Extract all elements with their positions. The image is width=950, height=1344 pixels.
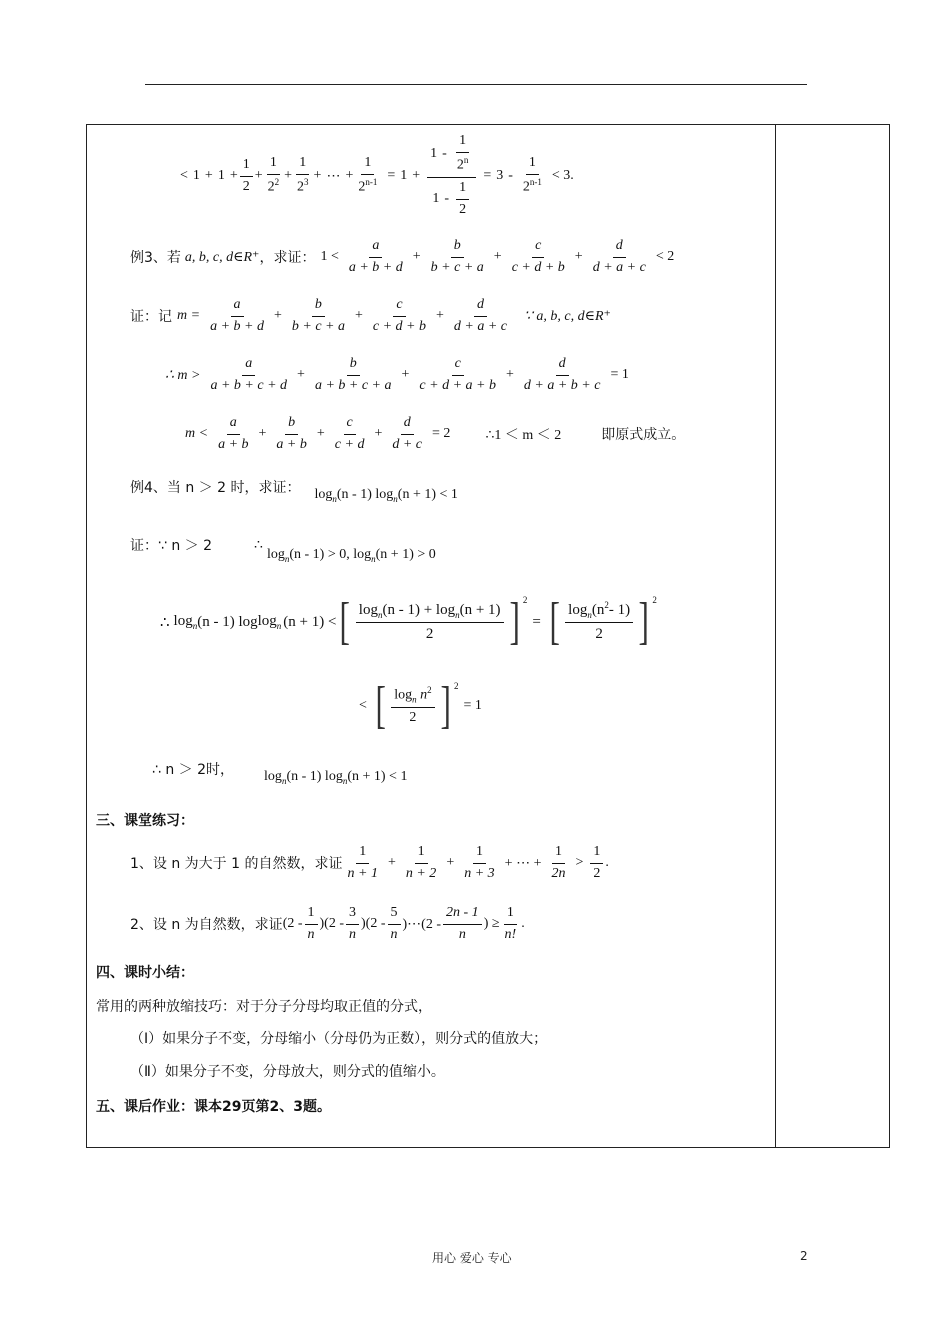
log-symbol: log bbox=[394, 687, 413, 703]
fraction-log-product bbox=[565, 599, 633, 644]
summary-line-3: （Ⅱ）如果分子不变，分母放大，则分式的值缩小。 bbox=[130, 1064, 445, 1080]
conclusion-text: 即原式成立。 bbox=[601, 427, 686, 443]
fraction-log-sum bbox=[356, 600, 504, 644]
denominator: a + b + c + a bbox=[314, 377, 392, 393]
numerator: $\log_n(n^2-$ 1) bbox=[565, 599, 633, 623]
condition-two: (n + 1) > 0 bbox=[375, 546, 436, 562]
left-bracket: [ bbox=[339, 593, 351, 650]
proof-4-conditions bbox=[130, 528, 436, 562]
denominator: a + b + d bbox=[348, 259, 403, 275]
therefore-symbol: ∴ bbox=[254, 537, 263, 553]
example-label: 例4、当 n ＞ 2 时，求证： bbox=[130, 480, 301, 496]
term-one: 1 bbox=[217, 168, 225, 183]
denominator: 2 bbox=[242, 178, 250, 194]
therefore-bounds: ∴1 ＜ m ＜ 2 bbox=[485, 428, 562, 443]
denominator: a + b bbox=[218, 436, 249, 452]
numerator: $\log_n(n - 1) + \log_n(n + 1)$ bbox=[356, 600, 504, 623]
fraction bbox=[389, 414, 425, 455]
denominator: 2 bbox=[409, 709, 417, 725]
practice-text: 1、设 n 为大于 1 的自然数，求证 bbox=[130, 856, 343, 872]
left-bracket: [ bbox=[375, 677, 386, 734]
equals-one: = 1 bbox=[463, 698, 482, 713]
plus: + bbox=[204, 168, 213, 183]
fraction bbox=[207, 296, 267, 337]
proof-4-am-gm: ∴ $\log_n$ (n - 1) log $\log_n$ (n + 1) < [ $\frac{\log_n(n - 1) + \log_n(n + 1)}{2}$ ] $^2$ = [ $\frac{\log_n(n^2- 1)}{2}$ ] $^2$ bbox=[160, 593, 657, 650]
denominator: 2 bbox=[459, 201, 467, 217]
denominator: n + 1 bbox=[347, 865, 378, 881]
numerator: 1 bbox=[504, 904, 517, 925]
exponent: n-1 bbox=[365, 177, 378, 188]
denominator: n + 3 bbox=[464, 865, 495, 881]
denominator: n! bbox=[504, 926, 517, 942]
minus: - bbox=[444, 190, 450, 206]
fraction bbox=[451, 296, 510, 337]
fraction-quarter bbox=[265, 154, 283, 197]
upper-bound: < 2 bbox=[655, 249, 675, 264]
section-5-title: 五、课后作业：课本29页第2、3题。 bbox=[96, 1099, 331, 1115]
numerator: 1 bbox=[415, 843, 428, 864]
proof-3-lower-bound: ∴ m > $\frac{a}{a + b + c + d}$ + $\frac{b}{a + b + c + a}$ + $\frac{c}{c + d + a + b}$ + $\frac{d}{d + a + b + c}$ = 1 bbox=[160, 354, 634, 396]
prove-label: ，求证： bbox=[259, 250, 316, 266]
plus: + bbox=[345, 168, 354, 183]
section-3-title: 三、课堂练习： bbox=[96, 813, 194, 829]
plus: + bbox=[284, 168, 293, 183]
numerator: a bbox=[242, 355, 255, 376]
numerator: 1 bbox=[473, 843, 486, 864]
base: 2 bbox=[358, 179, 366, 195]
conditions-formula: $\log_n(n - 1) > 0$, $\log_n(n + 1) > 0$ bbox=[266, 546, 436, 564]
numerator-part: (n - 1) + log bbox=[382, 601, 456, 618]
claim-part: (n + 1) < 1 bbox=[397, 486, 458, 502]
practice-1: 1、设 n 为大于 1 的自然数，求证 $\frac{1}{n + 1}$ + $\frac{1}{n + 2}$ + $\frac{1}{n + 3}$ + ⋯ + $\frac{1}{2n}$ > $\frac{1}{2}$ . bbox=[130, 842, 609, 884]
numerator: 5 bbox=[388, 904, 401, 925]
proof-4-conclusion bbox=[152, 752, 407, 786]
numerator bbox=[427, 132, 476, 177]
fraction bbox=[289, 296, 348, 337]
equals-two: = 2 bbox=[432, 426, 451, 441]
because-statement: ∵ a, b, c, d∈R⁺ bbox=[524, 308, 611, 324]
ellipsis: ⋯ bbox=[326, 168, 341, 184]
numerator: a bbox=[231, 296, 244, 317]
log-symbol: log bbox=[314, 486, 333, 502]
exponent: 3 bbox=[304, 177, 309, 188]
numerator: 1 bbox=[356, 843, 369, 864]
equals: = bbox=[532, 613, 541, 630]
fraction-eighth bbox=[294, 154, 312, 197]
fraction bbox=[416, 355, 499, 396]
claim-formula: $\log_n(n - 1) \log_n(n + 1) < 1$ bbox=[314, 486, 458, 504]
conclusion: < 3. bbox=[551, 168, 574, 183]
numerator: $\log_n n^2$ bbox=[391, 684, 434, 708]
exponent: 2 bbox=[274, 177, 280, 188]
numerator: 1 bbox=[456, 132, 469, 153]
plus: + bbox=[313, 168, 322, 183]
denominator: c + d bbox=[334, 436, 365, 452]
numerator: d bbox=[474, 296, 487, 317]
less-than: < bbox=[359, 698, 367, 713]
greater-than: > bbox=[575, 855, 584, 870]
example-4 bbox=[130, 470, 458, 504]
minus: - bbox=[442, 145, 447, 161]
numerator: 1 bbox=[552, 843, 565, 864]
numerator: 1 bbox=[361, 154, 374, 175]
fraction bbox=[207, 355, 290, 396]
denominator: a + b + c + d bbox=[210, 377, 288, 393]
denominator: c + d + b bbox=[511, 259, 565, 275]
section-4-title: 四、课时小结： bbox=[96, 965, 194, 981]
fraction bbox=[215, 414, 251, 455]
fraction bbox=[461, 843, 497, 884]
footer-text: 用心 爱心 专心 bbox=[432, 1251, 512, 1265]
fraction-factorial bbox=[502, 904, 520, 945]
plus: + bbox=[254, 168, 263, 183]
conclusion-part: (n - 1) log bbox=[286, 768, 343, 784]
claim-part: (n - 1) log bbox=[336, 486, 394, 502]
m-less: m < bbox=[185, 426, 209, 441]
right-bracket: ] bbox=[509, 593, 520, 650]
fraction bbox=[346, 904, 359, 945]
numerator: b bbox=[451, 237, 464, 258]
lhs-part: (n + 1) < bbox=[283, 613, 337, 630]
numerator: 1 bbox=[590, 843, 603, 864]
exponent: 2 bbox=[453, 681, 459, 691]
fraction bbox=[346, 237, 406, 278]
denominator: 2 bbox=[593, 865, 601, 881]
denominator: d + c bbox=[392, 436, 423, 452]
therefore-m-greater: ∴ m > bbox=[165, 367, 201, 383]
fraction-geometric-sum bbox=[427, 132, 476, 219]
example-variables: a, b, c, d∈R⁺ bbox=[184, 249, 260, 265]
numerator: b bbox=[347, 355, 360, 376]
numerator: 1 bbox=[456, 179, 469, 200]
proof-label: 证：∵ n ＞ 2 bbox=[130, 538, 213, 554]
fraction bbox=[428, 237, 487, 278]
fraction bbox=[509, 237, 568, 278]
numerator: 3 bbox=[346, 904, 359, 925]
denominator: n bbox=[458, 926, 466, 942]
therefore-symbol: ∴ bbox=[160, 614, 170, 631]
numerator: a bbox=[227, 414, 240, 435]
denominator: d + a + c bbox=[453, 318, 508, 334]
left-bracket: [ bbox=[549, 593, 560, 650]
summary-line-2: （Ⅰ）如果分子不变，分母缩小（分母仍为正数），则分式的值放大； bbox=[130, 1031, 548, 1047]
fraction bbox=[332, 414, 368, 455]
denominator bbox=[355, 175, 380, 198]
fraction-last-term bbox=[355, 154, 380, 197]
fraction bbox=[305, 904, 318, 945]
fraction bbox=[590, 237, 649, 278]
proof-3-upper-bound: m < $\frac{a}{a + b}$ + $\frac{b}{a + b}$ + $\frac{c}{c + d}$ + $\frac{d}{d + c}$ = 2 ∴1 ＜ m ＜ 2 即原式成立。 bbox=[180, 413, 685, 455]
fraction bbox=[521, 355, 604, 396]
equals-one: = 1 bbox=[610, 367, 629, 382]
denominator: n bbox=[390, 926, 398, 942]
example-label: 例3、若 bbox=[130, 250, 181, 266]
proof-label: 证：记 bbox=[130, 309, 172, 325]
fraction bbox=[548, 843, 568, 884]
table-column-divider bbox=[775, 124, 776, 1148]
denominator bbox=[454, 153, 472, 176]
equation-geometric-bound bbox=[180, 128, 579, 224]
fraction bbox=[345, 843, 381, 884]
denominator: c + d + a + b bbox=[419, 377, 496, 393]
fraction bbox=[370, 296, 429, 337]
equals: = bbox=[483, 168, 492, 183]
practice-text: 2、设 n 为自然数，求证 bbox=[130, 917, 283, 933]
plus: + bbox=[412, 168, 421, 183]
exponent: 2 bbox=[522, 595, 528, 605]
fraction bbox=[403, 843, 439, 884]
log-symbol: log bbox=[358, 601, 378, 618]
term-one: 1 bbox=[432, 190, 440, 206]
denominator: b + c + a bbox=[430, 259, 484, 275]
fraction bbox=[312, 355, 395, 396]
header-rule bbox=[145, 84, 807, 85]
fraction-inner bbox=[454, 132, 472, 175]
exponent: n bbox=[463, 155, 469, 166]
m-definition: m = bbox=[177, 308, 201, 323]
fraction bbox=[388, 904, 401, 945]
numerator: 1 bbox=[267, 154, 280, 175]
minus: - bbox=[508, 168, 513, 183]
denominator bbox=[520, 175, 545, 198]
term-three: 3 bbox=[496, 168, 504, 183]
fraction bbox=[273, 414, 309, 455]
term-one: 1 bbox=[192, 168, 200, 183]
term-one: 1 bbox=[430, 145, 438, 161]
denominator: d + a + b + c bbox=[523, 377, 601, 393]
numerator-part: - 1) bbox=[608, 602, 631, 619]
denominator: c + d + b bbox=[372, 318, 426, 334]
condition-one: (n - 1) > 0, log bbox=[289, 546, 372, 562]
exponent: n-1 bbox=[529, 177, 542, 188]
numerator: d bbox=[613, 237, 626, 258]
numerator: a bbox=[369, 237, 382, 258]
fraction bbox=[443, 904, 482, 945]
right-bracket: ] bbox=[638, 593, 649, 650]
denominator: n + 2 bbox=[405, 865, 437, 881]
denominator: d + a + c bbox=[592, 259, 646, 275]
denominator: n bbox=[307, 926, 315, 942]
numerator: c bbox=[393, 296, 405, 317]
denominator bbox=[429, 178, 474, 220]
numerator: d bbox=[401, 414, 414, 435]
denominator: n bbox=[349, 926, 357, 942]
fraction-inner bbox=[456, 179, 469, 220]
conclusion-part: (n + 1) < 1 bbox=[347, 768, 408, 784]
fraction-half bbox=[240, 156, 253, 197]
numerator: b bbox=[312, 296, 325, 317]
plus: + bbox=[229, 168, 238, 183]
numerator: c bbox=[344, 414, 356, 435]
denominator bbox=[294, 175, 312, 198]
summary-line-1: 常用的两种放缩技巧：对于分子分母均取正值的分式， bbox=[96, 999, 432, 1015]
fraction-log-n-squared bbox=[391, 684, 434, 727]
numerator: b bbox=[285, 414, 298, 435]
base: 2 bbox=[456, 157, 464, 173]
base: 2 bbox=[522, 179, 530, 195]
numerator-part: (n bbox=[591, 602, 605, 619]
conclusion-condition: ∴ n ＞ 2时， bbox=[152, 762, 235, 778]
page-number: 2 bbox=[800, 1249, 808, 1263]
right-bracket: ] bbox=[440, 677, 451, 734]
numerator: 1 bbox=[296, 154, 309, 175]
numerator: c bbox=[532, 237, 544, 258]
numerator: 1 bbox=[526, 154, 539, 175]
base: 2 bbox=[267, 179, 275, 195]
denominator: 2 bbox=[595, 626, 603, 643]
base: 2 bbox=[297, 179, 305, 195]
lower-bound: 1 < bbox=[320, 249, 339, 264]
proof-4-bound bbox=[354, 676, 487, 736]
lhs-part: (n - 1) log bbox=[197, 613, 258, 630]
numerator-part: (n + 1) bbox=[459, 601, 501, 618]
numerator: 1 bbox=[305, 904, 318, 925]
practice-2: 2、设 n 为自然数，求证 (2 - $\frac{1}{n}$ )(2 - $\frac{3}{n}$ )(2 - $\frac{5}{n}$ )⋯(2 - $\frac{2n - 1}{n}$ ) ≥ $\frac{1}{n!}$ . bbox=[130, 902, 525, 946]
numerator: d bbox=[556, 355, 569, 376]
conclusion-formula: $\log_n(n - 1) \log_n(n + 1) < 1$ bbox=[264, 768, 408, 786]
less-than: < bbox=[180, 168, 188, 183]
numerator: c bbox=[452, 355, 464, 376]
denominator: a + b bbox=[276, 436, 307, 452]
denominator: 2n bbox=[551, 865, 566, 881]
denominator: 2 bbox=[425, 625, 434, 642]
denominator: a + b + d bbox=[210, 318, 264, 334]
denominator bbox=[265, 175, 283, 198]
equals: = bbox=[387, 168, 396, 183]
numerator: 1 bbox=[240, 156, 253, 177]
example-3: 例3、若 a, b, c, d∈R⁺ ，求证： 1 < $\frac{a}{a + b + d}$ + $\frac{b}{b + c + a}$ + $\frac{c}{c + d + b}$ + $\frac{d}{d + a + c}$ < 2 bbox=[130, 236, 679, 278]
exponent: 2 bbox=[652, 595, 657, 605]
fraction-remainder bbox=[520, 154, 545, 197]
numerator: 2n - 1 bbox=[443, 904, 482, 925]
fraction-half bbox=[590, 843, 603, 884]
denominator: b + c + a bbox=[291, 318, 345, 334]
term-one: 1 bbox=[400, 168, 408, 183]
proof-3-define-m: 证：记 m = $\frac{a}{a + b + d}$ + $\frac{b}{b + c + a}$ + $\frac{c}{c + d + b}$ + $\frac{d}{d + a + c}$ ∵ a, b, c, d∈R⁺ bbox=[130, 295, 611, 337]
